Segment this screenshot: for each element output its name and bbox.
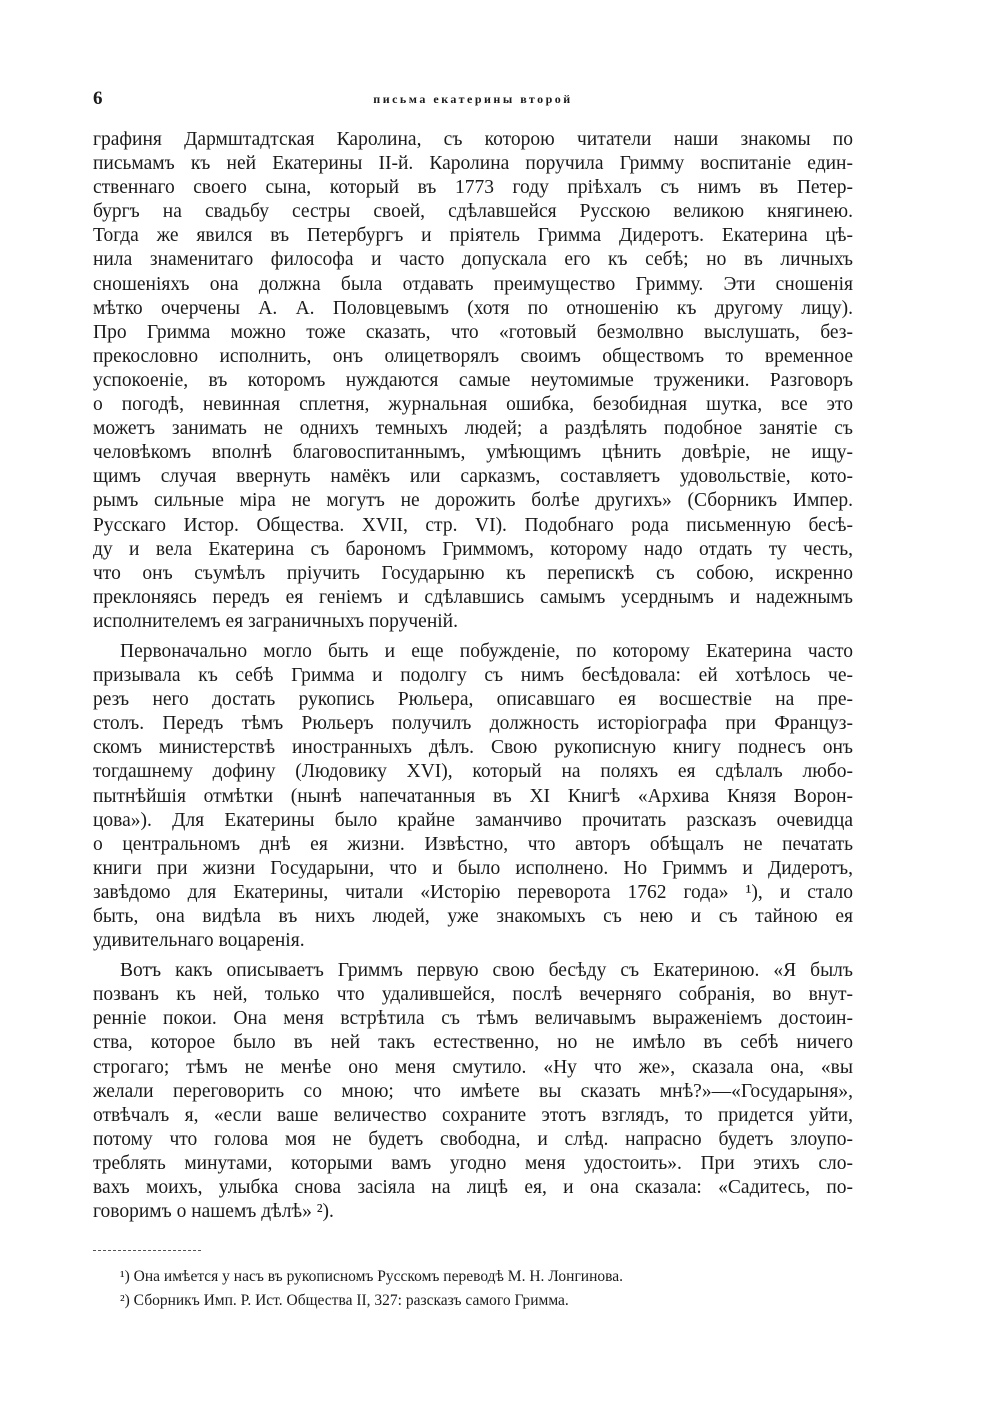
text-line: пытнѣйшія отмѣтки (нынѣ напечатанныя въ XI Книгѣ «Архива Князя Ворон- xyxy=(93,785,853,807)
text-line: цова»). Для Екатерины было крайне заманчиво прочитать разсказъ очевидца xyxy=(93,809,853,831)
footnotes xyxy=(93,1265,853,1313)
text-line: строгаго; тѣмъ не менѣе оно меня смутило. «Ну что же», сказала она, «вы xyxy=(93,1056,853,1078)
body-text xyxy=(93,128,853,1224)
text-line: рымъ сильные міра не могутъ не дорожить болѣе другихъ» (Сборникъ Импер. xyxy=(93,490,853,512)
paragraph xyxy=(93,959,853,1224)
text-line: о центральномъ днѣ ея жизни. Извѣстно, что авторъ обѣщалъ не печатать xyxy=(93,833,853,855)
text-line: удивительнаго воцаренія. xyxy=(93,930,305,952)
text-line: вахъ моихъ, улыбка снова засіяла на лицѣ ея, и она сказала: «Садитесь, по- xyxy=(93,1177,853,1199)
text-line: ства, которое было въ ней такъ естественно, но не имѣло въ себѣ ничего xyxy=(93,1032,853,1054)
running-title: письма екатерины второй xyxy=(373,92,573,106)
text-line: сношеніяхъ она должна была отдавать преимущество Гримму. Эти сношенія xyxy=(93,273,853,295)
text-line: успокоеніе, въ которомъ нуждаются самые неутомимые труженики. Разговоръ xyxy=(93,369,853,391)
text-line: можетъ занимать не однихъ темныхъ людей; а раздѣлять подобное занятіе съ xyxy=(93,418,853,440)
footnote: ¹) Она имѣется у насъ въ рукописномъ Русскомъ переводѣ М. Н. Лонгинова. xyxy=(120,1268,624,1285)
text-line: позванъ къ ней, только что удалившейся, послѣ вечерняго собранія, во внут- xyxy=(93,984,853,1006)
text-line: ственнаго своего сына, который въ 1773 году пріѣхалъ съ нимъ въ Петер- xyxy=(93,177,853,199)
text-line: желали переговорить со мною; что имѣете вы сказать мнѣ?»—«Государыня», xyxy=(93,1080,853,1102)
text-line: резъ него достать рукопись Рюльера, описавшаго ея восшествіе на пре- xyxy=(93,689,853,711)
text-line: бургъ на свадьбу сестры своей, сдѣлавшейся Русскою великою княгинею. xyxy=(93,201,853,223)
text-line: Русскаго Истор. Общества. XVII, стр. VI). Подобнаго рода письменную бесѣ- xyxy=(93,514,853,536)
text-line: Вотъ какъ описываетъ Гриммъ первую свою бесѣду съ Екатериною. «Я былъ xyxy=(120,960,853,982)
text-line: о погодѣ, невинная сплетня, журнальная ошибка, безобидная шутка, все это xyxy=(93,394,853,416)
text-line: преклоняясь передъ ея геніемъ и сдѣлавшись самымъ усерднымъ и надежнымъ xyxy=(93,586,853,608)
text-line: Про Гримма можно тоже сказать, что «готовый безмолвно выслушать, без- xyxy=(93,321,853,343)
paragraph xyxy=(93,640,853,953)
page-number: 6 xyxy=(93,88,103,109)
footnote-separator xyxy=(93,1250,201,1251)
text-line: завѣдомо для Екатерины, читали «Исторію переворота 1762 года» ¹), и стало xyxy=(93,881,853,903)
text-line: что онъ съумѣлъ пріучить Государыню къ перепискѣ съ собою, искренно xyxy=(93,562,853,584)
text-line: Тогда же явился въ Петербургъ и пріятель Гримма Дидеротъ. Екатерина цѣ- xyxy=(93,225,853,247)
text-line: письмамъ къ ней Екатерины II-й. Каролина поручила Гримму воспитаніе един- xyxy=(93,153,853,175)
text-line: призывала къ себѣ Гримма и подолгу съ нимъ бесѣдовала: ей хотѣлось че- xyxy=(93,665,853,687)
text-line: прекословно исполнить, онъ олицетворялъ своимъ обществомъ то временное xyxy=(93,345,853,367)
text-line: ду и вела Екатерина съ барономъ Гриммомъ, которому надо отдать ту честь, xyxy=(93,538,853,560)
text-line: мѣтко очерчены А. А. Половцевымъ (хотя по отношенію къ другому лицу). xyxy=(93,297,853,319)
text-line: исполнителемъ ея заграничныхъ порученій. xyxy=(93,610,458,632)
text-line: реннiе покои. Она меня встрѣтила съ тѣмъ величавымъ выраженіемъ достоин- xyxy=(93,1008,853,1030)
paragraph xyxy=(93,128,853,634)
text-line: нила знаменитаго философа и часто допускала его къ себѣ; но въ личныхъ xyxy=(93,249,853,271)
text-line: скомъ министерствѣ иностранныхъ дѣлъ. Свою рукописную книгу поднесъ онъ xyxy=(93,737,853,759)
text-line: графиня Дармштадтская Каролина, съ которою читатели наши знакомы по xyxy=(93,129,853,150)
text-line: потому что голова моя не будетъ свободна, и слѣд. напрасно будетъ злоупо- xyxy=(93,1128,853,1150)
page-header xyxy=(93,88,853,110)
text-line: столъ. Передъ тѣмъ Рюльеръ получилъ должность исторіографа при Француз- xyxy=(93,713,853,735)
text-line: человѣкомъ вполнѣ благовоспитаннымъ, умѣющимъ цѣнить довѣріе, не ищу- xyxy=(93,442,853,464)
text-line: быть, она видѣла въ нихъ людей, уже знакомыхъ съ нею и съ тайною ея xyxy=(93,906,853,927)
text-line: Первоначально могло быть и еще побужденіе, по которому Екатерина часто xyxy=(120,640,853,662)
text-line: тогдашнему дофину (Людовику XVI), который на поляхъ ея сдѣлалъ любо- xyxy=(93,761,853,783)
text-line: щимъ случая ввернуть намёкъ или сарказмъ, составляетъ удовольствіе, кото- xyxy=(93,466,853,488)
text-line: книги при жизни Государыни, что и было исполнено. Но Гриммъ и Дидеротъ, xyxy=(93,857,853,879)
footnote: ²) Сборникъ Имп. Р. Ист. Общества II, 327: разсказъ самого Гримма. xyxy=(120,1292,569,1309)
text-line: отвѣчалъ я, «если ваше величество сохраните этотъ взглядъ, то придется уйти, xyxy=(93,1104,853,1126)
text-line: треблять минутами, которыми вамъ угодно меня удостоить». При этихъ сло- xyxy=(93,1152,853,1174)
text-line: говоримъ о нашемъ дѣлѣ» ²). xyxy=(93,1201,334,1223)
